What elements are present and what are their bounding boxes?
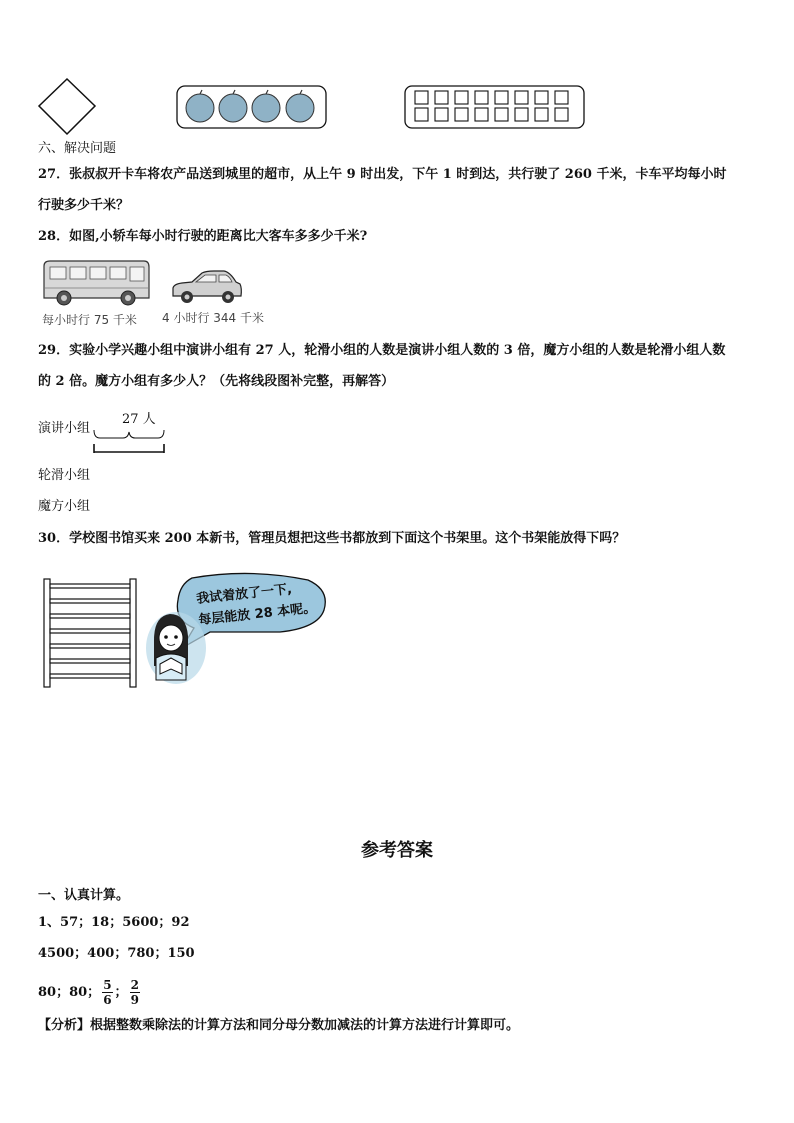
grid-square — [475, 91, 488, 104]
apples-box — [176, 85, 328, 129]
car-caption: 4 小时行 344 千米 — [162, 311, 264, 325]
grid-square — [435, 108, 448, 121]
answers-row3 — [38, 976, 142, 1010]
grid-square — [495, 108, 508, 121]
answers-row1: 1、57；18；5600；92 — [38, 915, 190, 930]
q27-line2: 行驶多少千米？ — [38, 198, 130, 213]
shelf-board — [50, 584, 130, 588]
q29-line1: 29．实验小学兴趣小组中演讲小组有 27 人，轮滑小组的人数是演讲小组人数的 3 倍，魔方小组的人数是轮滑小组人数 — [38, 343, 726, 358]
grid-square — [535, 108, 548, 121]
grid-square — [495, 91, 508, 104]
squares-grid-box — [404, 85, 586, 129]
answers-analysis: 【分析】根据整数乘除法的计算方法和同分母分数加减法的计算方法进行计算即可。 — [38, 1018, 520, 1033]
answers-sep: ； — [114, 985, 128, 1000]
section-6-title: 六、解决问题 — [38, 141, 117, 156]
grid-square — [555, 91, 568, 104]
shelf-board — [50, 629, 130, 633]
shelf-board — [50, 599, 130, 603]
segment-label: 27 人 — [122, 412, 156, 427]
bookshelf-image — [40, 576, 140, 690]
answers-title: 参考答案 — [361, 840, 433, 861]
grid-square — [435, 91, 448, 104]
shelf-board — [50, 659, 130, 663]
grid-square — [455, 91, 468, 104]
q28-text: 28．如图,小轿车每小时行驶的距离比大客车多多少千米? — [38, 229, 368, 244]
grid-square — [455, 108, 468, 121]
shelf-board — [50, 614, 130, 618]
diamond-shape — [36, 76, 100, 138]
grid-square — [475, 108, 488, 121]
label-skate-group: 轮滑小组 — [38, 468, 91, 483]
car-image — [170, 268, 244, 308]
fraction-2-9 — [130, 978, 140, 1007]
q29-line2: 的 2 倍。魔方小组有多少人？（先将线段图补完整，再解答） — [38, 374, 395, 389]
label-speech-group: 演讲小组 — [38, 421, 91, 436]
grid-square — [515, 91, 528, 104]
grid-square — [415, 108, 428, 121]
label-cube-group: 魔方小组 — [38, 499, 91, 514]
q27-line1: 27．张叔叔开卡车将农产品送到城里的超市，从上午 9 时出发，下午 1 时到达，共行驶了 260 千米，卡车平均每小时 — [38, 167, 727, 182]
answers-row2: 4500；400；780；150 — [38, 946, 195, 961]
grid-square — [515, 108, 528, 121]
fraction-5-6 — [102, 978, 112, 1007]
answers-row3-prefix: 80；80； — [38, 985, 101, 1000]
shelf-board — [50, 674, 130, 678]
q30-text: 30．学校图书馆买来 200 本新书，管理员想把这些书都放到下面这个书架里。这个书架能放得下吗？ — [38, 531, 626, 546]
grid-square — [555, 108, 568, 121]
grid-square — [535, 91, 548, 104]
shelf-board — [50, 644, 130, 648]
frac1-numerator: 5 — [103, 978, 112, 992]
answers-section1: 一、认真计算。 — [38, 888, 130, 903]
frac2-denominator: 9 — [130, 993, 139, 1007]
bus-image — [40, 258, 152, 308]
bus-caption: 每小时行 75 千米 — [42, 313, 137, 327]
speech-bubble-line1: 我试着放了一下, — [195, 582, 293, 607]
grid-square — [415, 91, 428, 104]
frac2-numerator: 2 — [130, 978, 139, 992]
line-segment-brace — [92, 428, 168, 454]
speech-bubble-line2: 每层能放 28 本呢。 — [197, 600, 317, 629]
frac1-denominator: 6 — [103, 993, 112, 1007]
